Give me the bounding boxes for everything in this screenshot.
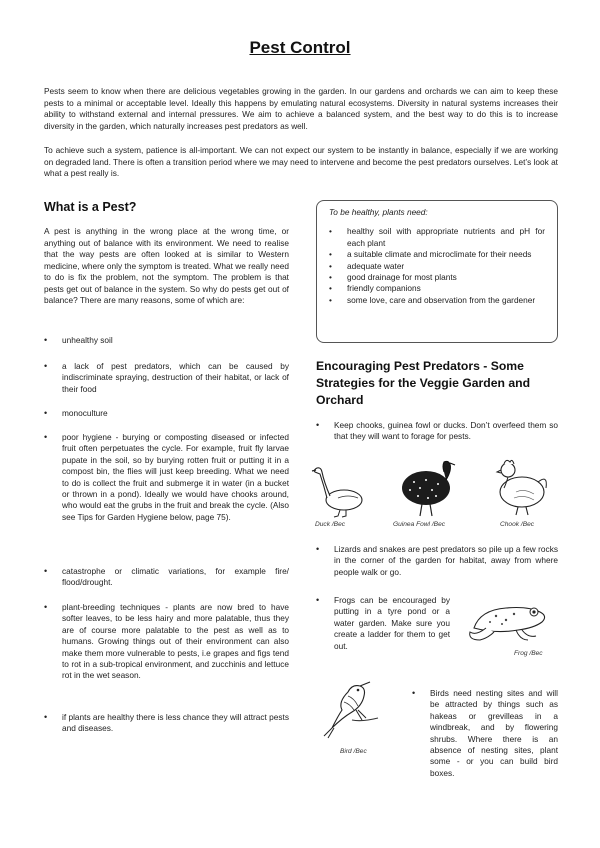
chook-illustration xyxy=(494,452,554,518)
duck-caption: Duck /Bec xyxy=(315,521,346,528)
list-item: • catastrophe or climatic variations, for example fire/ flood/drought. xyxy=(44,566,289,588)
list-item: • adequate water xyxy=(329,261,545,272)
encouraging-predators-heading: Encouraging Pest Predators - Some Strategies for the Veggie Garden and Orchard xyxy=(316,359,531,407)
bullet-icon: • xyxy=(316,420,320,430)
intro-paragraph-1: Pests seem to know when there are delicious vegetables growing in the garden. In our gardens and orchards we can aim to keep these pests to a minimal or acceptable level. Ideally this happens by emulating natural ecosystems. Diversity in natural systems increases their ability to withstand external and internal pressures. We aim to achieve a balanced system, and the best way to do this is to increase diversity in the garden, which naturally increases pest predators as well. xyxy=(44,86,558,131)
bullet-icon: • xyxy=(44,602,48,612)
bullet-icon: • xyxy=(44,566,48,576)
list-item: • some love, care and observation from the gardener xyxy=(329,295,545,306)
what-is-pest-paragraph: A pest is anything in the wrong place at the wrong time, or anything out of balance with its environment. We need to realise that the way pests are often looked at is similar to Western medicine, where only the symptom is treated. What we really need to do is fix the problem, not the symptom. The problem is that pests get out of balance in the system. So why do pests get out of balance? There are many reasons, some of which are: xyxy=(44,226,289,305)
frog-caption: Frog /Bec xyxy=(514,650,543,657)
bullet-icon: • xyxy=(316,595,320,605)
guinea-fowl-illustration xyxy=(394,458,458,520)
bullet-icon: • xyxy=(412,688,416,698)
list-item: • good drainage for most plants xyxy=(329,272,545,283)
chook-caption: Chook /Bec xyxy=(500,521,535,528)
list-item: • unhealthy soil xyxy=(44,335,113,345)
healthy-plants-box xyxy=(316,200,558,343)
list-item: • friendly companions xyxy=(329,283,545,294)
list-item: • Lizards and snakes are pest predators so pile up a few rocks in the corner of the garden for habitat, away from where people walk or go. xyxy=(316,544,558,577)
intro-paragraph-2: To achieve such a system, patience is all-important. We can not expect our system to be instantly in balance, especially if we are working on degraded land. There is often a transition period where we may need to intervene and become the pest predators ourselves. Let’s look at what a pest really is. xyxy=(44,145,558,179)
healthy-plants-heading: To be healthy, plants need: xyxy=(329,207,428,217)
page-title: Pest Control xyxy=(249,38,351,57)
bullet-icon: • xyxy=(44,432,48,442)
bullet-icon: • xyxy=(44,408,48,418)
list-item: • a lack of pest predators, which can be caused by indiscriminate spraying, destruction of their habitat, or lack of their food xyxy=(44,361,289,394)
list-item: • poor hygiene - burying or composting diseased or infected fruit often perpetuates the cycle. For example, fruit fly larvae pupate in the soil, so by burying rotten fruit or putting it in a compost bin, the flies will just keep breeding. What we need to do is collect the fruit and submerge it in water (in a bucket or thrown in a pond). Ideally we would have chooks around, who would eat the grubs in the fruit and break the cycle. (Also see Tips for Garden Hygiene below, page 75). xyxy=(44,432,289,522)
guinea-fowl-caption: Guinea Fowl /Bec xyxy=(393,521,446,528)
list-item: • if plants are healthy there is less chance they will attract pests and diseases. xyxy=(44,712,289,734)
what-is-pest-heading: What is a Pest? xyxy=(44,200,137,214)
bullet-icon: • xyxy=(316,544,320,554)
list-item: • monoculture xyxy=(44,408,108,418)
list-item: • plant-breeding techniques - plants are now bred to have softer leaves, to be less hairy and more palatable, thus they are of course more palatable to the pest as well as to humans. Growing things out of their environment can also make them more vulnerable to pests, i.e grapes and figs tend to rot in a sub-tropical environment, and zucchinis and lettuce rot in the wet season. xyxy=(44,602,289,681)
list-item: • Keep chooks, guinea fowl or ducks. Don’t overfeed them so that they will want to forage for pests. xyxy=(316,420,558,442)
frog-illustration xyxy=(466,594,552,646)
bullet-icon: • xyxy=(44,712,48,722)
bird-illustration xyxy=(318,672,388,742)
list-item: • a suitable climate and microclimate for their needs xyxy=(329,249,545,260)
bird-caption: Bird /Bec xyxy=(340,748,367,755)
list-item: • Frogs can be encouraged by putting in a tyre pond or a water garden. Make sure you create a ladder for them to get out. xyxy=(316,595,450,651)
bullet-icon: • xyxy=(44,361,48,371)
list-item: • healthy soil with appropriate nutrients and pH for each plant xyxy=(329,226,545,249)
list-item: • Birds need nesting sites and will be attracted by things such as hakeas or grevilleas in a windbreak, and by flowering shrubs. Where there is an absence of nesting sites, plant some - or you can build bird boxes. xyxy=(412,688,558,778)
duck-illustration xyxy=(310,462,368,520)
bullet-icon: • xyxy=(44,335,48,345)
